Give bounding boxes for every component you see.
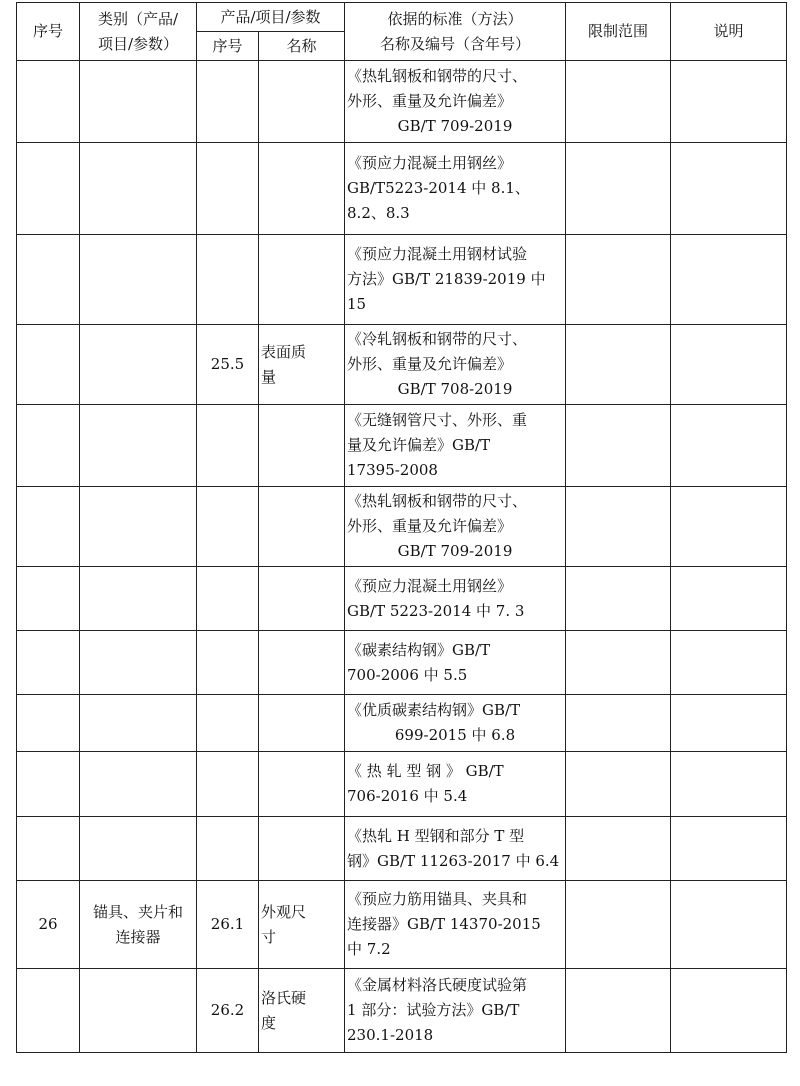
note-cell xyxy=(671,567,787,631)
sub-name-cell xyxy=(259,235,345,325)
sub-seq-cell xyxy=(197,752,259,817)
header-category-line1: 类别（产品/ xyxy=(97,9,179,28)
table-row xyxy=(17,817,787,881)
seq-cell xyxy=(17,695,80,752)
category-cell xyxy=(80,817,197,881)
header-row-1 xyxy=(17,3,787,32)
header-sub-name: 名称 xyxy=(259,32,345,61)
note-cell xyxy=(671,969,787,1053)
table-row xyxy=(17,631,787,695)
standard-line: 《碳素结构钢》GB/T xyxy=(347,640,491,659)
note-cell xyxy=(671,61,787,143)
standard-cell xyxy=(345,969,566,1053)
table-row xyxy=(17,969,787,1053)
limit-cell xyxy=(566,405,671,487)
standard-line: 《金属材料洛氏硬度试验第 xyxy=(347,976,528,994)
sub-seq-value: 25.5 xyxy=(210,355,245,373)
note-cell xyxy=(671,143,787,235)
standard-line: 17395-2008 xyxy=(347,461,438,479)
header-sub-seq: 序号 xyxy=(197,32,259,61)
category-cell xyxy=(80,752,197,817)
standard-line: 8.2、8.3 xyxy=(347,204,410,222)
limit-cell xyxy=(566,235,671,325)
sub-seq-cell xyxy=(197,325,259,405)
standard-line: 1 部分：试验方法》GB/T xyxy=(347,1001,520,1019)
sub-name-cell xyxy=(259,487,345,567)
standard-line: 《无缝钢管尺寸、外形、重 xyxy=(347,411,528,429)
standard-line: 《热轧钢板和钢带的尺寸、 xyxy=(347,492,528,510)
category-cell xyxy=(80,61,197,143)
standard-cell xyxy=(345,631,566,695)
category-line: 连接器 xyxy=(115,927,161,946)
header-category xyxy=(80,3,197,61)
sub-seq-cell xyxy=(197,143,259,235)
standard-line: 15 xyxy=(347,295,367,313)
seq-cell xyxy=(17,567,80,631)
sub-seq-value: 26.1 xyxy=(210,915,245,933)
note-cell xyxy=(671,695,787,752)
standard-line: 钢》GB/T 11263-2017 中 6.4 xyxy=(347,851,560,870)
note-cell xyxy=(671,817,787,881)
category-cell xyxy=(80,143,197,235)
table-row xyxy=(17,695,787,752)
header-standard-line1: 依据的标准（方法） xyxy=(387,9,523,28)
limit-cell xyxy=(566,695,671,752)
sub-name-cell xyxy=(259,61,345,143)
sub-name-line: 表面质 xyxy=(261,342,307,361)
seq-value: 26 xyxy=(38,915,58,933)
sub-seq-cell xyxy=(197,969,259,1053)
standard-code: GB/T 709-2019 xyxy=(397,542,513,560)
standard-cell xyxy=(345,325,566,405)
table-row xyxy=(17,235,787,325)
sub-name-line: 度 xyxy=(261,1013,277,1032)
sub-name-cell xyxy=(259,881,345,969)
standard-line: 230.1-2018 xyxy=(347,1026,434,1044)
standard-code: GB/T 709-2019 xyxy=(397,117,513,135)
standard-line: 《优质碳素结构钢》GB/T xyxy=(347,701,521,719)
standard-cell xyxy=(345,567,566,631)
sub-name-cell xyxy=(259,752,345,817)
seq-cell xyxy=(17,881,80,969)
header-category-line2: 项目/参数） xyxy=(97,34,179,53)
sub-name-line: 洛氏硬 xyxy=(261,988,307,1007)
standard-cell xyxy=(345,487,566,567)
category-cell xyxy=(80,881,197,969)
seq-cell xyxy=(17,969,80,1053)
standard-cell xyxy=(345,752,566,817)
sub-seq-value: 26.2 xyxy=(210,1001,245,1019)
category-cell xyxy=(80,631,197,695)
header-limit: 限制范围 xyxy=(566,3,671,61)
standard-cell xyxy=(345,143,566,235)
standard-cell xyxy=(345,695,566,752)
sub-name-line: 量 xyxy=(261,367,277,386)
limit-cell xyxy=(566,752,671,817)
note-cell xyxy=(671,325,787,405)
note-cell xyxy=(671,487,787,567)
seq-cell xyxy=(17,143,80,235)
category-line: 锚具、夹片和 xyxy=(92,902,183,921)
standard-code: 699-2015 中 6.8 xyxy=(394,726,516,744)
sub-name-cell xyxy=(259,325,345,405)
sub-name-cell xyxy=(259,143,345,235)
standard-line: 《热轧 H 型钢和部分 T 型 xyxy=(347,826,525,845)
standard-line: 外形、重量及允许偏差》 xyxy=(347,517,513,535)
standard-line: GB/T 5223-2014 中 7. 3 xyxy=(347,601,525,620)
limit-cell xyxy=(566,817,671,881)
sub-seq-cell xyxy=(197,567,259,631)
category-cell xyxy=(80,487,197,567)
standard-line: 《冷轧钢板和钢带的尺寸、 xyxy=(347,330,528,348)
limit-cell xyxy=(566,631,671,695)
note-cell xyxy=(671,405,787,487)
sub-name-cell xyxy=(259,631,345,695)
limit-cell xyxy=(566,567,671,631)
sub-name-line: 外观尺 xyxy=(261,902,307,921)
standard-line: 700-2006 中 5.5 xyxy=(347,665,468,684)
limit-cell xyxy=(566,325,671,405)
table-row xyxy=(17,487,787,567)
standard-line: 《热轧钢板和钢带的尺寸、 xyxy=(347,67,528,85)
table-row xyxy=(17,143,787,235)
standard-cell xyxy=(345,881,566,969)
seq-cell xyxy=(17,487,80,567)
seq-cell xyxy=(17,235,80,325)
table-row xyxy=(17,325,787,405)
category-cell xyxy=(80,567,197,631)
standard-line: 连接器》GB/T 14370-2015 xyxy=(347,915,541,933)
sub-name-cell xyxy=(259,695,345,752)
standard-line: 外形、重量及允许偏差》 xyxy=(347,355,513,373)
sub-seq-cell xyxy=(197,235,259,325)
standards-table xyxy=(16,2,787,1053)
sub-seq-cell xyxy=(197,881,259,969)
standard-line: 量及允许偏差》GB/T xyxy=(347,436,491,454)
sub-name-cell xyxy=(259,817,345,881)
standard-cell xyxy=(345,817,566,881)
sub-seq-cell xyxy=(197,631,259,695)
header-standard xyxy=(345,3,566,61)
sub-seq-cell xyxy=(197,817,259,881)
sub-name-cell xyxy=(259,405,345,487)
table-row xyxy=(17,61,787,143)
sub-seq-cell xyxy=(197,695,259,752)
header-note: 说明 xyxy=(671,3,787,61)
note-cell xyxy=(671,752,787,817)
standard-code: GB/T 708-2019 xyxy=(397,380,513,398)
sub-name-cell xyxy=(259,969,345,1053)
table-row xyxy=(17,752,787,817)
seq-cell xyxy=(17,752,80,817)
standard-cell xyxy=(345,405,566,487)
limit-cell xyxy=(566,487,671,567)
seq-cell xyxy=(17,817,80,881)
standard-line: 外形、重量及允许偏差》 xyxy=(347,92,513,110)
header-seq: 序号 xyxy=(17,3,80,61)
limit-cell xyxy=(566,969,671,1053)
sub-name-line: 寸 xyxy=(261,927,277,946)
header-product-group: 产品/项目/参数 xyxy=(197,3,345,32)
sub-name-cell xyxy=(259,567,345,631)
standard-cell xyxy=(345,235,566,325)
category-cell xyxy=(80,969,197,1053)
category-cell xyxy=(80,325,197,405)
table-row xyxy=(17,881,787,969)
category-cell xyxy=(80,695,197,752)
note-cell xyxy=(671,631,787,695)
category-cell xyxy=(80,235,197,325)
limit-cell xyxy=(566,881,671,969)
seq-cell xyxy=(17,325,80,405)
sub-seq-cell xyxy=(197,405,259,487)
standard-line: 《预应力混凝土用钢丝》 xyxy=(347,576,513,595)
sub-seq-cell xyxy=(197,61,259,143)
standard-line: 《预应力筋用锚具、夹具和 xyxy=(347,890,528,908)
limit-cell xyxy=(566,143,671,235)
standard-line: GB/T5223-2014 中 8.1、 xyxy=(347,179,530,197)
table-row xyxy=(17,405,787,487)
standard-line: 《预应力混凝土用钢材试验 xyxy=(347,245,528,263)
category-cell xyxy=(80,405,197,487)
standard-line: 中 7.2 xyxy=(347,940,391,958)
sub-seq-cell xyxy=(197,487,259,567)
header-standard-line2: 名称及编号（含年号） xyxy=(380,34,531,53)
seq-cell xyxy=(17,405,80,487)
table-row xyxy=(17,567,787,631)
standard-line: 《 热 轧 型 钢 》 GB/T xyxy=(347,762,504,780)
limit-cell xyxy=(566,61,671,143)
standard-line: 《预应力混凝土用钢丝》 xyxy=(347,154,513,172)
standard-line: 方法》GB/T 21839-2019 中 xyxy=(347,270,546,288)
seq-cell xyxy=(17,61,80,143)
standard-cell xyxy=(345,61,566,143)
note-cell xyxy=(671,235,787,325)
note-cell xyxy=(671,881,787,969)
standard-line: 706-2016 中 5.4 xyxy=(347,787,468,805)
seq-cell xyxy=(17,631,80,695)
